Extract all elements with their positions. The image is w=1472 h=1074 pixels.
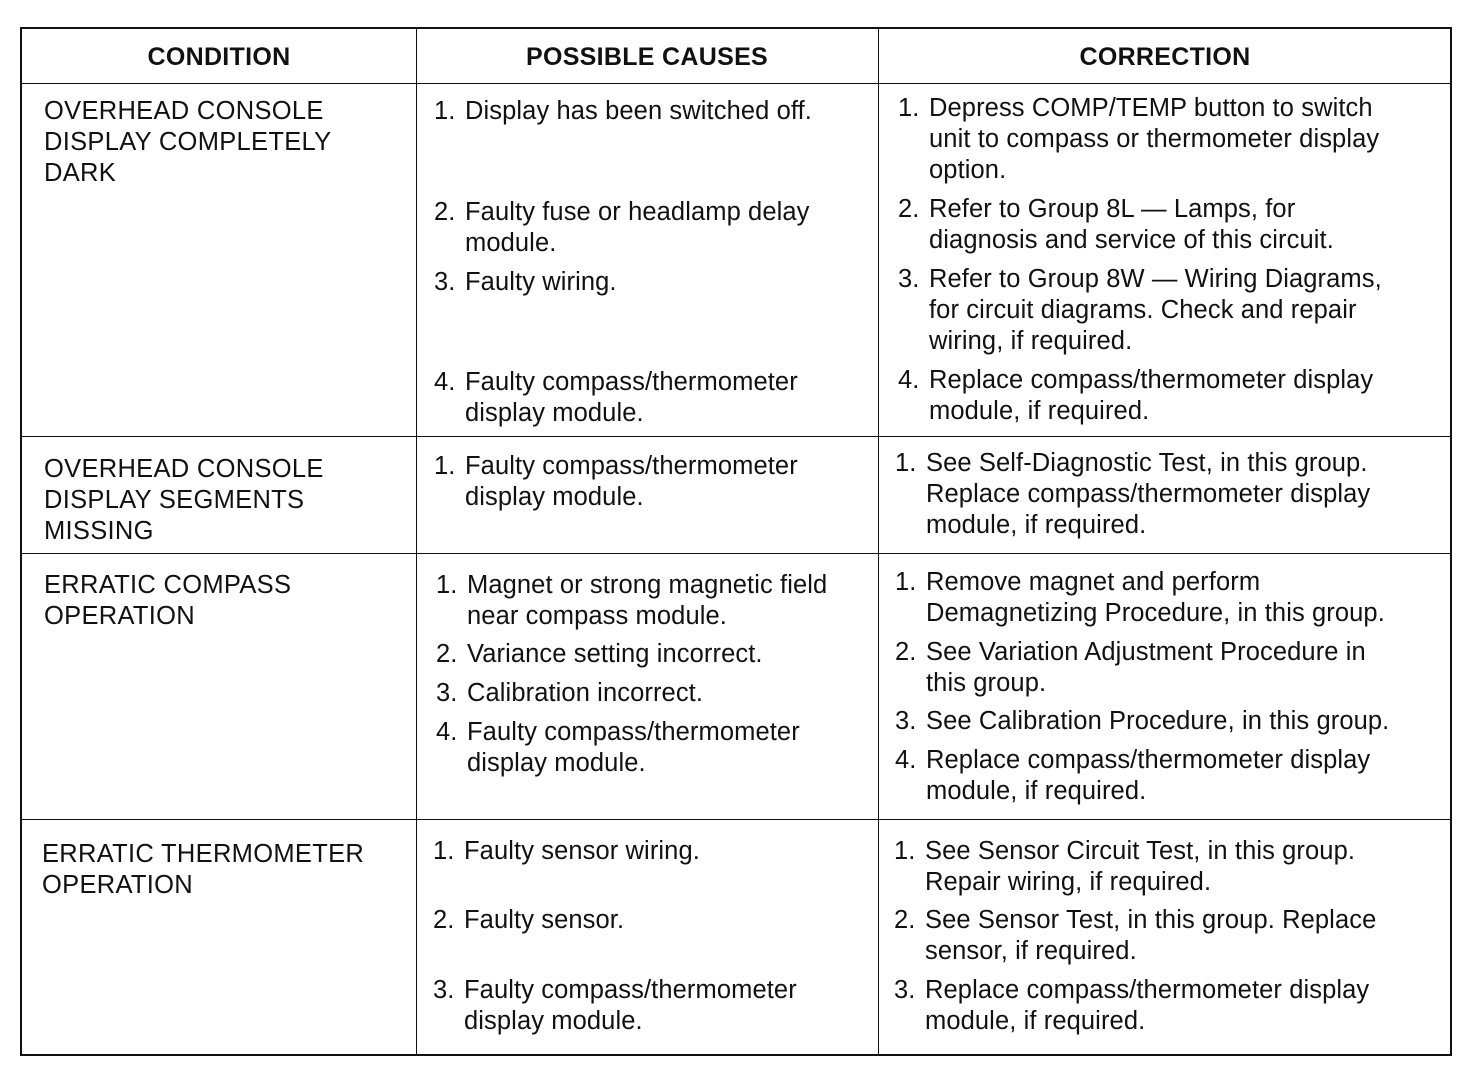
correction-number: 3. xyxy=(894,976,916,1004)
correction-text: module, if required. xyxy=(929,397,1150,425)
cause-number: 4. xyxy=(434,368,456,396)
correction-text: this group. xyxy=(926,669,1047,697)
condition-line: DISPLAY COMPLETELY xyxy=(44,128,332,156)
header-possible-causes: POSSIBLE CAUSES xyxy=(525,42,769,71)
correction-number: 1. xyxy=(894,837,916,865)
correction-text: module, if required. xyxy=(926,777,1147,805)
condition-line: DISPLAY SEGMENTS xyxy=(44,486,305,514)
condition-line: OVERHEAD CONSOLE xyxy=(44,455,324,483)
correction-text: See Self-Diagnostic Test, in this group. xyxy=(926,449,1368,477)
cause-text: Faulty fuse or headlamp delay xyxy=(465,198,810,226)
correction-number: 1. xyxy=(898,94,920,122)
correction-number: 3. xyxy=(895,707,917,735)
column-divider xyxy=(416,29,417,1054)
condition-line: OVERHEAD CONSOLE xyxy=(44,97,324,125)
condition-line: DARK xyxy=(44,159,117,187)
cause-text: Faulty compass/thermometer xyxy=(465,452,798,480)
correction-text: See Sensor Test, in this group. Replace xyxy=(925,906,1377,934)
cause-text: Variance setting incorrect. xyxy=(467,640,763,668)
cause-text: Faulty compass/thermometer xyxy=(467,718,800,746)
correction-text: See Calibration Procedure, in this group. xyxy=(926,707,1390,735)
correction-text: Replace compass/thermometer display xyxy=(929,366,1374,394)
correction-text: unit to compass or thermometer display xyxy=(929,125,1380,153)
correction-number: 4. xyxy=(898,366,920,394)
correction-text: sensor, if required. xyxy=(925,937,1137,965)
cause-text: Faulty compass/thermometer xyxy=(464,976,797,1004)
condition-line: ERRATIC THERMOMETER xyxy=(42,840,365,868)
cause-text: display module. xyxy=(464,1007,643,1035)
row-4-condition xyxy=(42,839,412,901)
header-condition: CONDITION xyxy=(147,42,291,71)
cause-number: 3. xyxy=(434,268,456,296)
condition-line: OPERATION xyxy=(44,602,195,630)
correction-text: Refer to Group 8L — Lamps, for xyxy=(929,195,1296,223)
correction-text: Replace compass/thermometer display xyxy=(926,746,1371,774)
cause-text: module. xyxy=(465,229,557,257)
correction-text: See Sensor Circuit Test, in this group. xyxy=(925,837,1356,865)
correction-number: 4. xyxy=(895,746,917,774)
correction-number: 2. xyxy=(894,906,916,934)
cause-text: Calibration incorrect. xyxy=(467,679,704,707)
correction-text: Remove magnet and perform xyxy=(926,568,1261,596)
cause-number: 1. xyxy=(434,452,456,480)
cause-text: Faulty wiring. xyxy=(465,268,617,296)
correction-text: Demagnetizing Procedure, in this group. xyxy=(926,599,1385,627)
troubleshooting-table xyxy=(20,27,1452,1056)
correction-number: 2. xyxy=(895,638,917,666)
correction-text: wiring, if required. xyxy=(929,327,1133,355)
cause-text: display module. xyxy=(467,749,646,777)
cause-text: Magnet or strong magnetic field xyxy=(467,571,828,599)
cause-text: near compass module. xyxy=(467,602,727,630)
cause-text: display module. xyxy=(465,483,644,511)
cause-number: 2. xyxy=(433,906,455,934)
correction-text: Repair wiring, if required. xyxy=(925,868,1212,896)
condition-line: MISSING xyxy=(44,517,154,545)
correction-number: 2. xyxy=(898,195,920,223)
cause-text: Faulty compass/thermometer xyxy=(465,368,798,396)
correction-number: 1. xyxy=(895,568,917,596)
correction-number: 3. xyxy=(898,265,920,293)
correction-text: diagnosis and service of this circuit. xyxy=(929,226,1334,254)
header-correction: CORRECTION xyxy=(1079,42,1251,71)
column-divider xyxy=(878,29,879,1054)
cause-number: 1. xyxy=(433,837,455,865)
cause-number: 1. xyxy=(434,97,456,125)
correction-text: Replace compass/thermometer display xyxy=(925,976,1370,1004)
cause-text: Faulty sensor wiring. xyxy=(464,837,700,865)
cause-number: 2. xyxy=(434,198,456,226)
cause-number: 1. xyxy=(436,571,458,599)
correction-text: Refer to Group 8W — Wiring Diagrams, xyxy=(929,265,1382,293)
cause-number: 2. xyxy=(436,640,458,668)
cause-number: 3. xyxy=(436,679,458,707)
correction-text: Depress COMP/TEMP button to switch xyxy=(929,94,1373,122)
correction-text: module, if required. xyxy=(925,1007,1146,1035)
cause-number: 3. xyxy=(433,976,455,1004)
cause-text: Faulty sensor. xyxy=(464,906,625,934)
row-divider xyxy=(22,436,1450,437)
row-3-condition xyxy=(44,570,414,632)
cause-number: 4. xyxy=(436,718,458,746)
correction-text: option. xyxy=(929,156,1007,184)
cause-text: Display has been switched off. xyxy=(465,97,812,125)
condition-line: ERRATIC COMPASS xyxy=(44,571,292,599)
row-divider xyxy=(22,819,1450,820)
cause-text: display module. xyxy=(465,399,644,427)
row-1-condition xyxy=(44,96,414,189)
row-divider xyxy=(22,553,1450,554)
correction-text: for circuit diagrams. Check and repair xyxy=(929,296,1357,324)
correction-number: 1. xyxy=(895,449,917,477)
condition-line: OPERATION xyxy=(42,871,193,899)
row-2-condition xyxy=(44,454,414,547)
correction-text: See Variation Adjustment Procedure in xyxy=(926,638,1366,666)
correction-text: module, if required. xyxy=(926,511,1147,539)
correction-text: Replace compass/thermometer display xyxy=(926,480,1371,508)
